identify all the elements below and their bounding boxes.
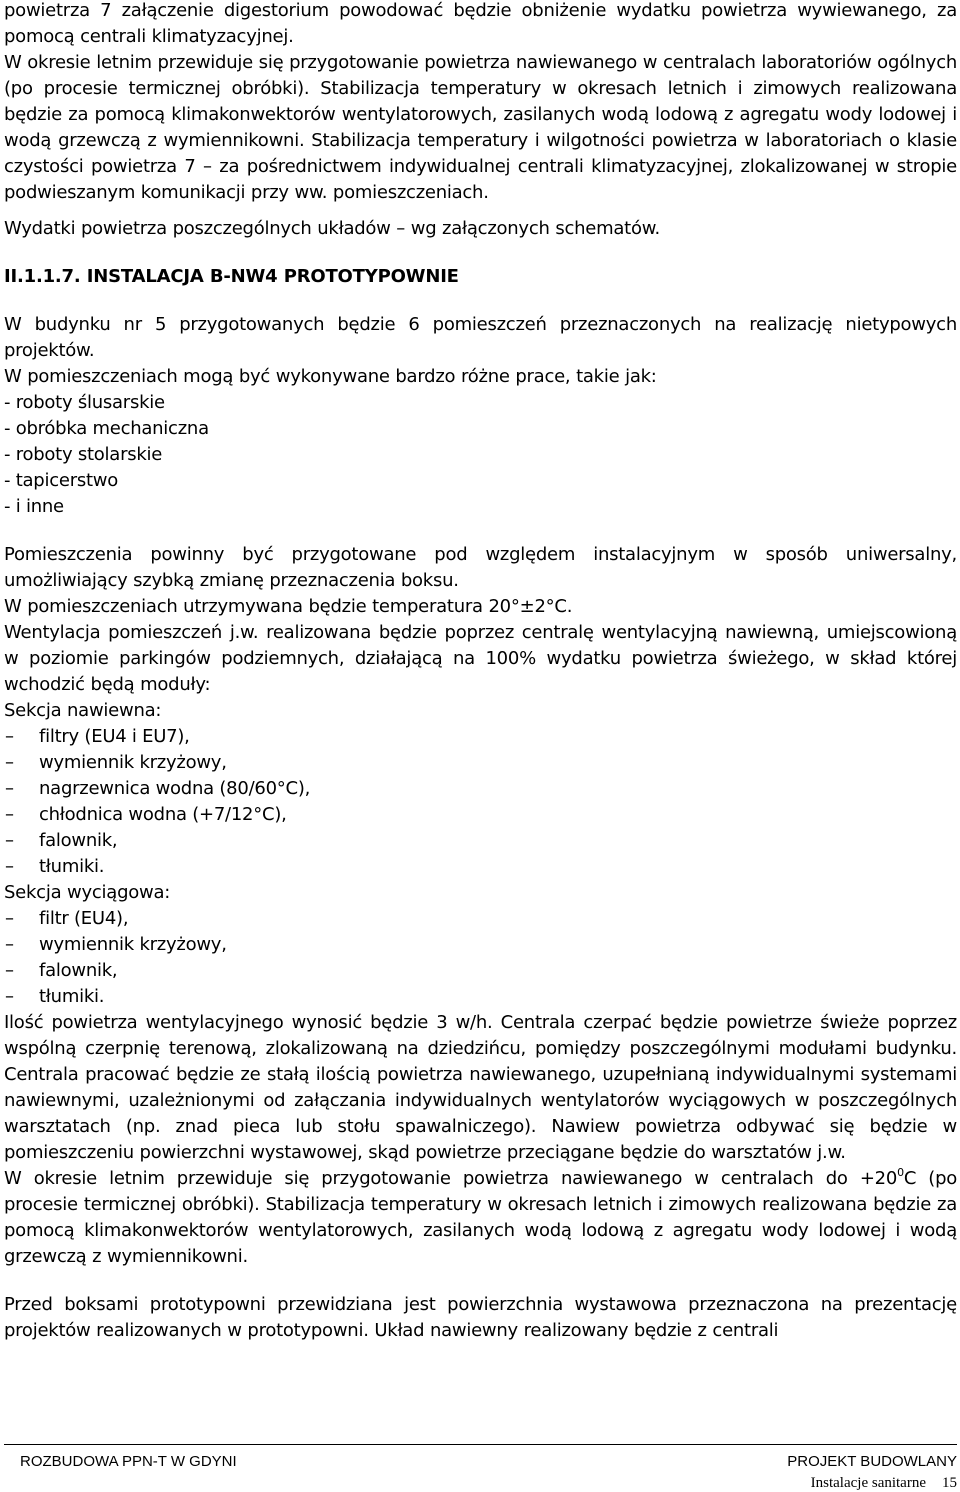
paragraph-digestorium: powietrza 7 załączenie digestorium powodować będzie obniżenie wydatku powietrza wywiewanego, za pomocą centrali klimatyzacyjnej. — [4, 0, 957, 47]
supply-section-title: Sekcja nawiewna: — [4, 700, 162, 721]
dash-icon: – — [5, 960, 14, 981]
list-item: – tłumiki. — [4, 984, 957, 1010]
works-list — [4, 390, 957, 520]
paragraph-works-intro: W pomieszczeniach mogą być wykonywane bardzo różne prace, takie jak: — [4, 366, 657, 387]
list-item: – wymiennik krzyżowy, — [4, 750, 957, 776]
paragraph-universal-rooms: Pomieszczenia powinny być przygotowane pod względem instalacyjnym w sposób uniwersalny, umożliwiający szybką zmianę przeznaczenia boksu. — [4, 544, 957, 591]
footer-section-name: Instalacje sanitarne — [810, 1475, 926, 1491]
list-item: – filtr (EU4), — [4, 906, 957, 932]
list-item: - roboty stolarskie — [4, 444, 163, 465]
footer-row — [4, 1453, 957, 1470]
dash-icon: – — [5, 934, 14, 955]
footer-divider — [4, 1444, 957, 1445]
paragraph-exhibition-area: Przed boksami prototypowni przewidziana jest powierzchnia wystawowa przeznaczona na prezentację projektów realizowanych w prototypowni. Układ nawiewny realizowany będzie z centrali — [4, 1294, 957, 1341]
dash-icon: – — [5, 804, 14, 825]
list-item: - tapicerstwo — [4, 470, 119, 491]
list-item: – falownik, — [4, 958, 957, 984]
page-footer — [4, 1444, 957, 1492]
document-page — [4, 0, 957, 1344]
dash-icon: – — [5, 726, 14, 747]
list-item: - obróbka mechaniczna — [4, 418, 209, 439]
exhaust-section-title: Sekcja wyciągowa: — [4, 882, 171, 903]
list-item: – tłumiki. — [4, 854, 957, 880]
paragraph-building-rooms: W budynku nr 5 przygotowanych będzie 6 pomieszczeń przeznaczonych na realizację nietypowych projektów. — [4, 314, 957, 361]
rooms-block — [4, 542, 957, 698]
supply-section-list — [4, 724, 957, 880]
footer-document-type: PROJEKT BUDOWLANY — [787, 1453, 957, 1470]
footer-project-name: ROZBUDOWA PPN-T W GDYNI — [20, 1453, 237, 1470]
dash-icon: – — [5, 856, 14, 877]
list-item: – filtry (EU4 i EU7), — [4, 724, 957, 750]
dash-icon: – — [5, 986, 14, 1007]
list-item: – nagrzewnica wodna (80/60°C), — [4, 776, 957, 802]
intro-block — [4, 0, 957, 206]
paragraph-air-quantity: Ilość powietrza wentylacyjnego wynosić będzie 3 w/h. Centrala czerpać będzie powietrze świeże poprzez wspólną czerpnię terenową, zlokalizowaną na dziedzińcu, pomiędzy poszczególnymi modułami budynku. Centrala pracować będzie ze stałą ilością powietrza nawiewanego, uzupełnianą indywidualnymi systemami nawiewnymi, uzależnionymi od załączania indywidualnych wentylatorów wyciągowych w poszczególnych warsztatach (np. znad pieca lub stołu spawalniczego). Nawiew powietrza odbywać się będzie w pomieszczeniu powierzchni wystawowej, skąd powietrze przeciągane będzie do warsztatów j.w. — [4, 1012, 957, 1163]
list-item: - i inne — [4, 496, 64, 517]
list-item: – falownik, — [4, 828, 957, 854]
paragraph-temperature: W pomieszczeniach utrzymywana będzie temperatura 20°±2°C. — [4, 596, 573, 617]
section-heading: II.1.1.7. INSTALACJA B-NW4 PROTOTYPOWNIE — [4, 266, 459, 287]
footer-section — [4, 1475, 957, 1492]
dash-icon: – — [5, 778, 14, 799]
paragraph-ventilation: Wentylacja pomieszczeń j.w. realizowana będzie poprzez centralę wentylacyjną nawiewną, umiejscowioną w poziomie parkingów podziemnych, działającą na 100% wydatku powietrza świeżego, w skład której wchodzić będą moduły: — [4, 622, 957, 695]
list-item: – wymiennik krzyżowy, — [4, 932, 957, 958]
paragraph-air-flows: Wydatki powietrza poszczególnych układów – wg załączonych schematów. — [4, 218, 660, 239]
paragraph-summer-temperature: W okresie letnim przewiduje się przygotowanie powietrza nawiewanego w centralach do $+20^0C$ (po procesie termicznej obróbki). Stabilizacja temperatury w okresach letnich i zimowych realizowana będzie za pomocą klimakonwektorów wentylatorowych, zasilanych wodą lodową z agregatu wody lodowej i wodą grzewczą z wymiennikowni. — [4, 1166, 958, 1267]
dash-icon: – — [5, 908, 14, 929]
list-item: - roboty ślusarskie — [4, 392, 165, 413]
dash-icon: – — [5, 752, 14, 773]
exhaust-section-list — [4, 906, 957, 1010]
dash-icon: – — [5, 830, 14, 851]
list-item: – chłodnica wodna (+7/12°C), — [4, 802, 957, 828]
paragraph-summer-preparation: W okresie letnim przewiduje się przygotowanie powietrza nawiewanego w centralach laboratoriów ogólnych (po procesie termicznej obróbki). Stabilizacja temperatury w okresach letnich i zimowych realizowana będzie za pomocą klimakonwektorów wentylatorowych, zasilanych wodą lodową z agregatu wody lodowej i wodą grzewczą z wymiennikowni. Stabilizacja temperatury i wilgotności powietrza w laboratoriach o klasie czystości powietrza 7 – za pośrednictwem indywidualnej centrali klimatyzacyjnej, zlokalizowanej w stropie podwieszanym komunikacji przy ww. pomieszczeniach. — [4, 52, 957, 203]
page-number: 15 — [942, 1475, 957, 1491]
